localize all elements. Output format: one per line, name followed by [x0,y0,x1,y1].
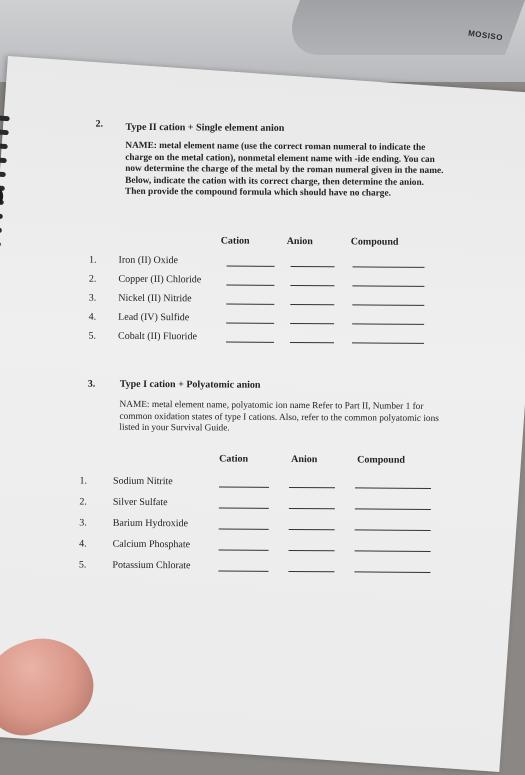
section-3-col-anion: Anion [291,453,318,466]
table-row [66,559,436,576]
row-number: 5. [88,330,97,342]
compound-blank[interactable] [352,304,424,306]
compound-blank[interactable] [352,285,424,287]
laptop-edge [280,0,525,55]
compound-name: Cobalt (II) Fluoride [118,330,197,343]
compound-name: Barium Hydroxide [112,517,189,530]
anion-blank[interactable] [288,571,334,572]
compound-blank[interactable] [355,550,431,552]
table-row [67,538,437,555]
row-number: 2. [88,273,97,285]
table-row [76,292,436,309]
compound-name: Nickel (II) Nitride [118,292,192,305]
anion-blank[interactable] [290,285,334,286]
table-row [67,517,437,534]
row-number: 2. [79,496,87,508]
table-row [76,273,436,290]
anion-blank[interactable] [289,529,335,530]
compound-name: Silver Sulfate [112,496,168,509]
section-3-col-cation: Cation [219,453,249,465]
table-row [76,330,436,347]
compound-name: Calcium Phosphate [112,538,191,551]
compound-name: Iron (II) Oxide [118,254,179,267]
compound-blank[interactable] [352,323,424,325]
anion-blank[interactable] [290,323,334,324]
compound-blank[interactable] [353,266,425,268]
brand-label: MOSISO [467,28,504,43]
row-number: 3. [79,517,87,529]
compound-name: Copper (II) Chloride [118,273,202,286]
section-3-instructions [119,400,439,437]
row-number: 4. [88,311,97,323]
section-2-instructions: NAME: metal element name (use the correct roman numeral to indicate the charge on the metal cation), nonmetal element name with -ide ending. You can now determine the charge of the metal by the roman numeral given in the name. Below, indicate the cation with its correct charge, then determine the anion. Then provide the compound formula which should have no charge. [125,140,444,199]
cation-blank[interactable] [226,342,274,343]
anion-blank[interactable] [290,304,334,305]
anion-blank[interactable] [290,342,334,343]
row-number: 1. [79,475,88,487]
section-2-number: 2. [95,118,104,130]
compound-blank[interactable] [352,342,424,344]
section-3-instructions-text: NAME: metal element name, polyatomic ion name Refer to Part II, Number 1 for common oxidation states of type I cations. Also, refer to the common polyatomic ions listed in your Survival Guide. [119,399,439,434]
cation-blank[interactable] [219,486,269,487]
cation-blank[interactable] [219,528,269,529]
anion-blank[interactable] [289,487,335,488]
row-number: 1. [89,254,97,266]
anion-blank[interactable] [291,266,335,267]
table-row [76,311,436,328]
compound-name: Lead (IV) Sulfide [118,311,190,324]
cation-blank[interactable] [219,507,269,508]
compound-blank[interactable] [355,487,431,489]
row-number: 3. [88,292,97,304]
section-3-number: 3. [87,378,96,390]
row-number: 5. [78,559,87,571]
section-3-title: Type I cation + Polyatomic anion [119,378,261,391]
section-2-col-compound: Compound [350,236,399,248]
section-2-title: Type II cation + Single element anion [125,121,285,134]
row-number: 4. [79,538,87,550]
compound-blank[interactable] [354,571,430,573]
compound-name: Potassium Chlorate [112,559,191,572]
anion-blank[interactable] [289,550,335,551]
section-3-col-compound: Compound [357,454,406,466]
table-row [67,496,437,513]
cation-blank[interactable] [227,266,275,267]
compound-blank[interactable] [355,508,431,510]
cation-blank[interactable] [226,304,274,305]
worksheet-content [3,56,525,740]
cation-blank[interactable] [226,285,274,286]
section-2-col-anion: Anion [286,235,313,248]
anion-blank[interactable] [289,508,335,509]
section-2-col-cation: Cation [220,235,250,247]
cation-blank[interactable] [218,570,268,571]
compound-name: Sodium Nitrite [112,475,173,488]
cation-blank[interactable] [226,323,274,324]
table-row [77,254,437,271]
table-row [67,475,437,492]
compound-blank[interactable] [355,529,431,531]
cation-blank[interactable] [219,549,269,550]
